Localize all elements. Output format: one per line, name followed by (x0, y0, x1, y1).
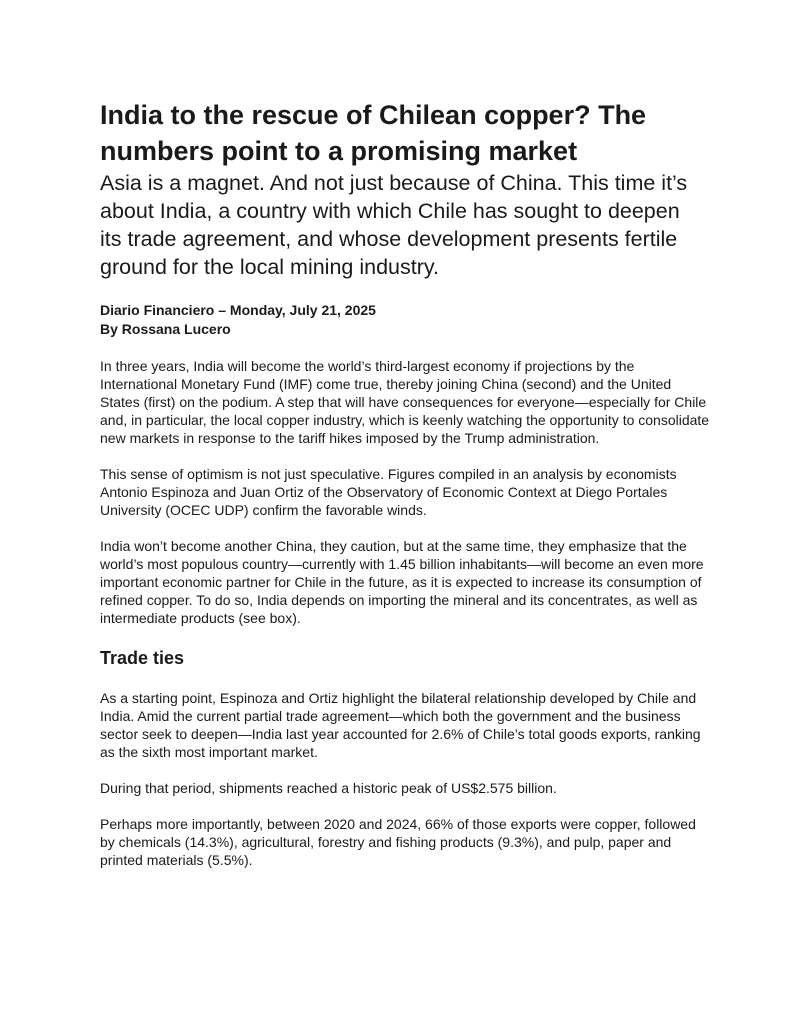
body-paragraph: Perhaps more importantly, between 2020 and 2024, 66% of those exports were copper, followed by chemicals (14.3%), agricultural, forestry and fishing products (9.3%), and pulp, paper and printed materials (5.5%). (100, 816, 696, 868)
body-paragraph: During that period, shipments reached a historic peak of US$2.575 billion. (100, 780, 557, 796)
body-paragraph: As a starting point, Espinoza and Ortiz highlight the bilateral relationship developed by Chile and India. Amid the current partial trade agreement—which both the government and the business sector seek to deepen—India last year accounted for 2.6% of Chile’s total goods exports, ranking as the sixth most important market. (100, 690, 701, 760)
article-meta (100, 301, 710, 339)
body-paragraph: In three years, India will become the world’s third-largest economy if projections by the International Monetary Fund (IMF) come true, thereby joining China (second) and the United States (first) on the podium. A step that will have consequences for everyone—especially for Chile and, in particular, the local copper industry, which is keenly watching the opportunity to consolidate new markets in response to the tariff hikes imposed by the Trump administration. (100, 358, 710, 446)
article (100, 97, 710, 869)
body-paragraph: This sense of optimism is not just speculative. Figures compiled in an analysis by economists Antonio Espinoza and Juan Ortiz of the Observatory of Economic Context at Diego Portales University (OCEC UDP) confirm the favorable winds. (100, 466, 677, 518)
section-heading: Trade ties (100, 648, 185, 668)
byline: By Rossana Lucero (100, 321, 231, 337)
source-line: Diario Financiero – Monday, July 21, 2025 (100, 302, 376, 318)
article-dek: Asia is a magnet. And not just because of China. This time it’s about India, a country with which Chile has sought to deepen its trade agreement, and whose development presents fertile ground for the local mining industry. (100, 171, 688, 279)
article-headline: India to the rescue of Chilean copper? The numbers point to a promising market (100, 100, 647, 166)
body-paragraph: India won’t become another China, they caution, but at the same time, they emphasize that the world’s most populous country—currently with 1.45 billion inhabitants—will become an even more important economic partner for Chile in the future, as it is expected to increase its consumption of refined copper. To do so, India depends on importing the mineral and its concentrates, as well as intermediate products (see box). (100, 538, 704, 626)
